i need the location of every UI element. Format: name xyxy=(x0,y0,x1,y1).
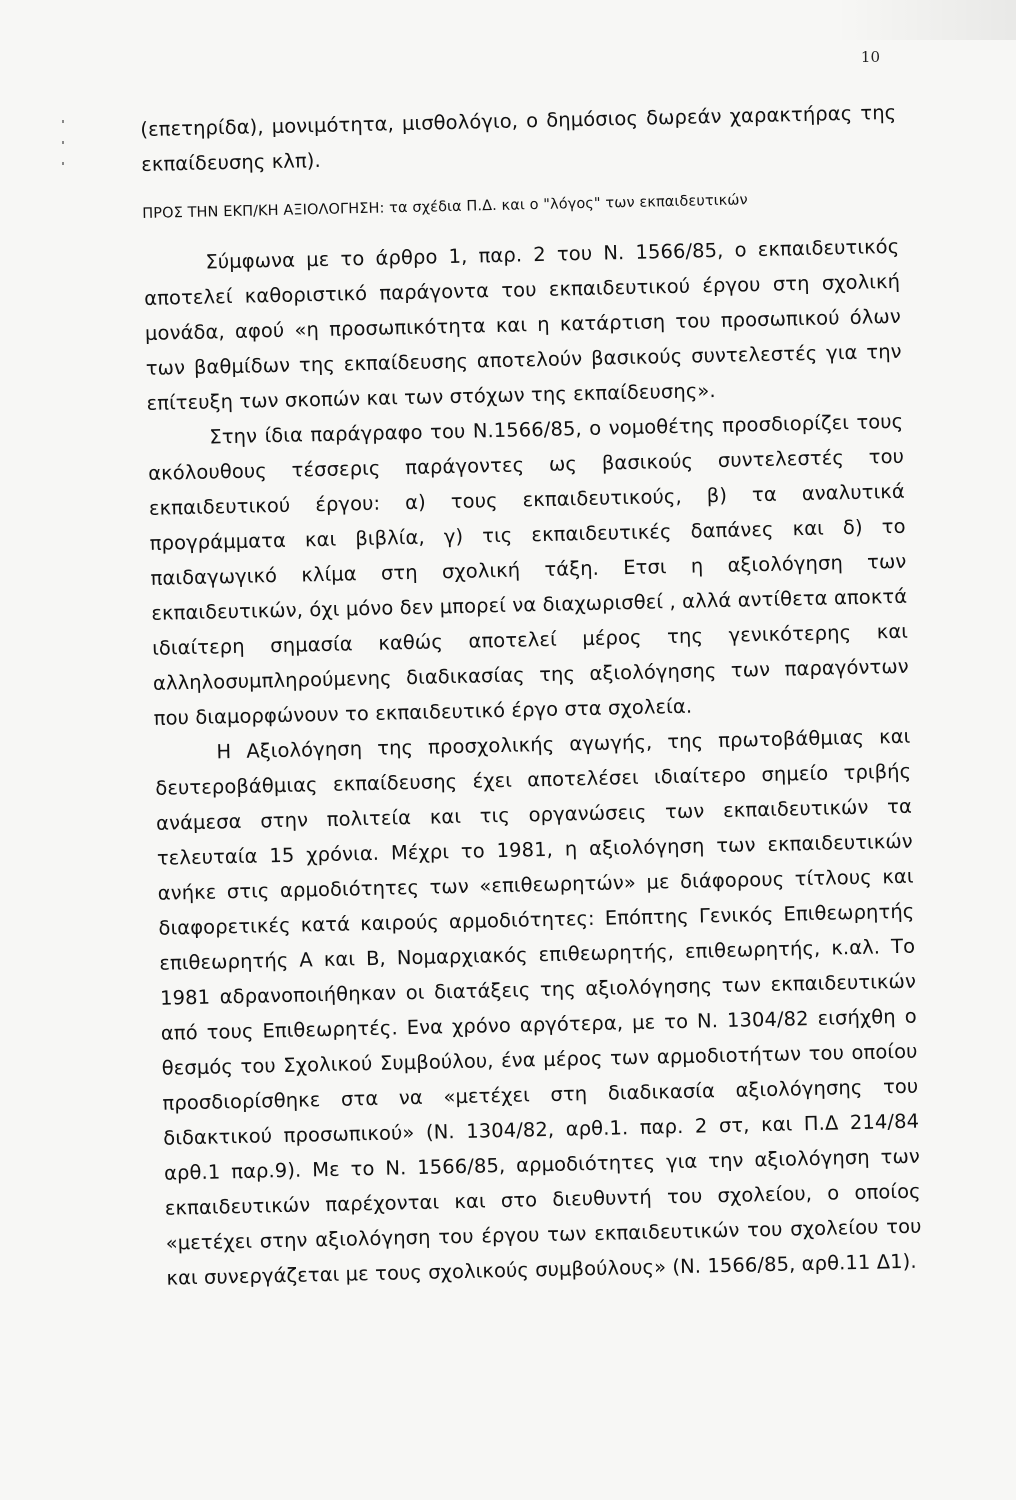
paragraph-four-factors: Στην ίδια παράγραφο του Ν.1566/85, ο νομοθέτης προσδιορίζει τους ακόλουθους τέσσερις παράγοντες ως βασικούς συντελεστές του εκπαιδευτικού έργου: α) τους εκπαιδευτικούς, β) τα αναλυτικά προγράμματα και βιβλία, γ) τις εκπαιδευτικές δαπάνες και δ) το παιδαγωγικό κλίμα στη σχολική τάξη. Ετσι η αξιολόγηση των εκπαιδευτικών, όχι μόνο δεν μπορεί να διαχωρισθεί , αλλά αντίθετα αποκτά ιδιαίτερη σημασία καθώς αποτελεί μέρος της γενικότερης και αλληλοσυμπληρούμενης διαδικασίας της αξιολόγησης των παραγόντων που διαμορφώνουν το εκπαιδευτικό έργο στα σχολεία. xyxy=(147,409,910,730)
paragraph-continuation: (επετηρίδα), μονιμότητα, μισθολόγιο, ο δημόσιος δωρεάν χαρακτήρας της εκπαίδευσης κλπ). xyxy=(140,100,897,176)
scan-shadow xyxy=(836,0,1016,40)
paragraph-evaluation-history: Η Αξιολόγηση της προσχολικής αγωγής, της πρωτοβάθμιας και δευτεροβάθμιας εκπαίδευσης έχει αποτελέσει ιδιαίτερο σημείο τριβής ανάμεσα στην πολιτεία και τις οργανώσεις των εκπαιδευτικών τα τελευταία 15 χρόνια. Μέχρι το 1981, η αξιολόγηση των εκπαιδευτικών ανήκε στις αρμοδιότητες των «επιθεωρητών» με διάφορους τίτλους και διαφορετικές κατά καιρούς αρμοδιότητες: Επόπτης Γενικός Επιθεωρητής επιθεωρητής Α και Β, Νομαρχιακός επιθεωρητής, επιθεωρητής, κ.αλ. Το 1981 αδρανοποιήθηκαν οι διατάξεις της αξιολόγησης των εκπαιδευτικών από τους Επιθεωρητές. Ενα χρόνο αργότερα, με το Ν. 1304/82 εισήχθη ο θεσμός του Σχολικού Συμβούλου, ένα μέρος των αρμοδιοτήτων του οποίου προσδιορίσθηκε στα να «μετέχει στη διαδικασία αξιολόγησης του διδακτικού προσωπικού» (Ν. 1304/82, αρθ.1. παρ. 2 στ, και Π.Δ 214/84 αρθ.1 παρ.9). Με το Ν. 1566/85, αρμοδιότητες για την αξιολόγηση των εκπαιδευτικών παρέχονται και στο διευθυντή του σχολείου, ο οποίος «μετέχει στην αξιολόγηση του έργου των εκπαιδευτικών του σχολείου του και συνεργάζεται με τους σχολικούς συμβούλους» (Ν. 1566/85, αρθ.11 Δ1). xyxy=(155,724,922,1290)
page-number: 10 xyxy=(860,48,880,66)
paragraph-article-1: Σύμφωνα με το άρθρο 1, παρ. 2 του Ν. 1566/85, ο εκπαιδευτικός αποτελεί καθοριστικό παράγοντα του εκπαιδευτικού έργου στη σχολική μονάδα, αφού «η προσωπικότητα και η κατάρτιση του προσωπικού όλων των βαθμίδων της εκπαίδευσης αποτελούν βασικούς συντελεστές για την επίτευξη των σκοπών και των στόχων της εκπαίδευσης». xyxy=(143,234,902,415)
scan-specks xyxy=(62,120,66,180)
document-body xyxy=(140,95,923,1296)
section-heading: ΠΡΟΣ ΤΗΝ ΕΚΠ/ΚΗ ΑΞΙΟΛΟΓΗΣΗ: τα σχέδια Π.Δ. και ο "λόγος" των εκπαιδευτικών xyxy=(142,192,748,222)
